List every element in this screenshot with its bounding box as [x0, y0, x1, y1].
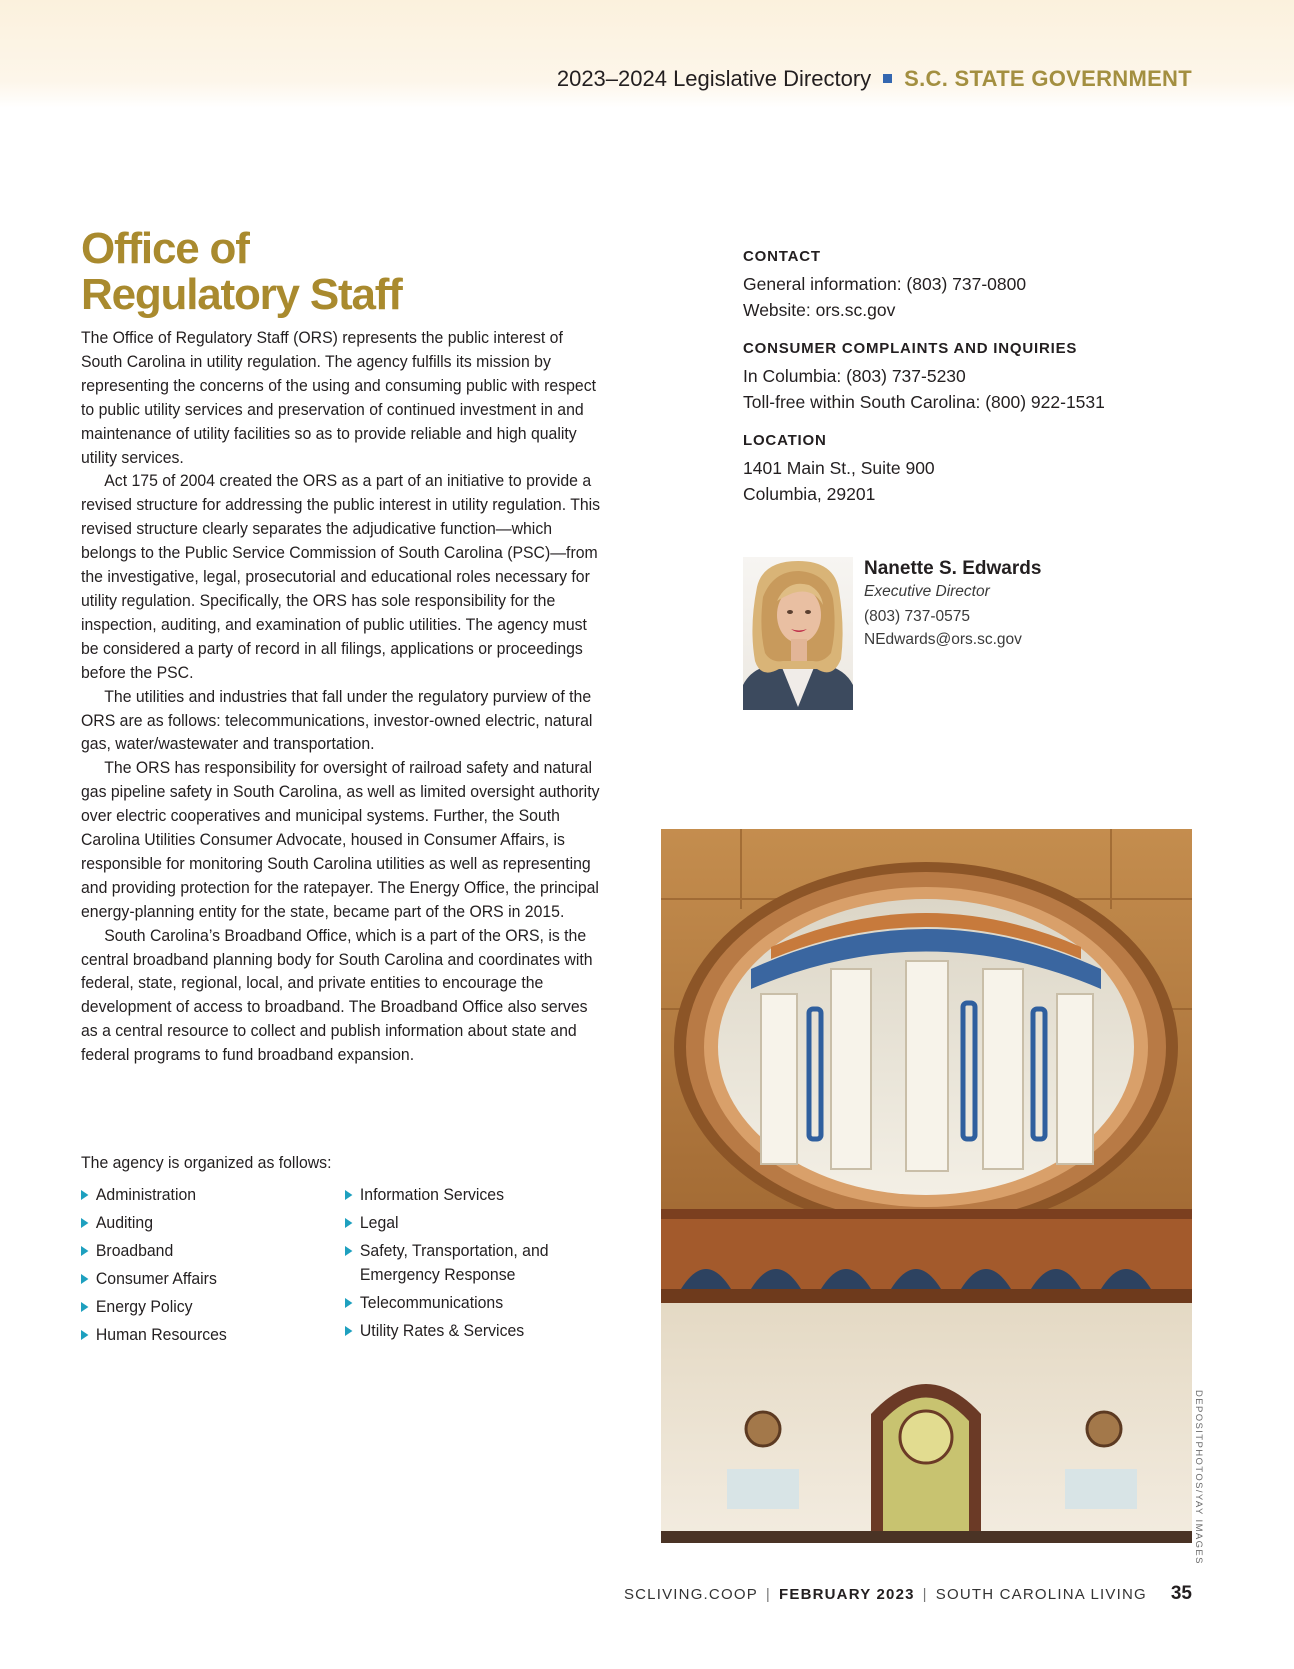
- list-item: [345, 1209, 568, 1237]
- title-line-2: Regulatory Staff: [81, 270, 402, 319]
- complaints-group: [743, 340, 1203, 415]
- director-name: Nanette S. Edwards: [864, 558, 1042, 579]
- paragraph: The ORS has responsibility for oversight of railroad safety and natural gas pipeline safety in South Carolina, as well as limited oversight authority over electric cooperatives and municipal systems. Further, the South Carolina Utilities Consumer Advocate, housed in Consumer Affairs, is responsible for monitoring South Carolina utilities as well as representing and providing protection for the ratepayer. The Energy Office, the principal energy-planning entity for the state, became part of the ORS in 2015.: [81, 758, 600, 921]
- complaints-heading: CONSUMER COMPLAINTS AND INQUIRIES: [743, 340, 1078, 357]
- location-group: [743, 432, 1203, 507]
- running-header: [557, 66, 1192, 92]
- list-item: [345, 1317, 568, 1345]
- triangle-bullet-icon: [345, 1218, 352, 1228]
- portrait-illustration: [743, 557, 853, 710]
- triangle-bullet-icon: [81, 1274, 88, 1284]
- dome-illustration: [661, 829, 1192, 1543]
- list-item: [345, 1181, 568, 1209]
- director-title: Executive Director: [864, 583, 990, 600]
- paragraph: Act 175 of 2004 created the ORS as a part of an initiative to provide a revised structure for addressing the public interest in utility regulation. This revised structure clearly separates the adjudicative function—which belongs to the Public Service Commission of South Carolina (PSC)—from the investigative, legal, prosecutorial and educational roles necessary for utility regulation. Specifically, the ORS has sole responsibility for the inspection, auditing, and examination of public utilities. The agency must be considered a party of record in all filings, applications or proceedings before the PSC.: [81, 471, 601, 682]
- list-item: [81, 1265, 227, 1293]
- triangle-bullet-icon: [81, 1190, 88, 1200]
- triangle-bullet-icon: [345, 1246, 352, 1256]
- director-email[interactable]: NEdwards@ors.sc.gov: [864, 631, 1022, 648]
- separator: |: [922, 1586, 928, 1603]
- title-line-1: Office of: [81, 224, 249, 273]
- footer-site: SCLIVING.COOP: [623, 1586, 758, 1603]
- columbia-phone: In Columbia: (803) 737-5230: [743, 366, 966, 386]
- capitol-dome-photo: [661, 829, 1192, 1543]
- list-item-label: Information Services: [359, 1185, 504, 1204]
- general-phone: General information: (803) 737-0800: [743, 274, 1027, 294]
- body-text: [81, 326, 602, 1067]
- contact-block: [743, 248, 1203, 524]
- list-item-label: Legal: [359, 1213, 399, 1232]
- list-item-label: Safety, Transportation, and Emergency Response: [359, 1241, 549, 1284]
- org-list-column-1: [81, 1181, 227, 1349]
- separator: |: [765, 1586, 772, 1603]
- triangle-bullet-icon: [345, 1326, 352, 1336]
- page-title: [81, 226, 601, 318]
- paragraph: The Office of Regulatory Staff (ORS) represents the public interest of South Carolina in utility regulation. The agency fulfills its mission by representing the concerns of the using and consuming public with respect to public utility services and preservation of continued investment in and maintenance of utility facilities so as to provide reliable and high quality utility services.: [81, 328, 597, 467]
- tollfree-phone: Toll-free within South Carolina: (800) 922-1531: [743, 392, 1105, 412]
- list-item-label: Administration: [95, 1185, 197, 1204]
- footer-month: FEBRUARY 2023: [779, 1586, 915, 1603]
- list-item: [81, 1209, 227, 1237]
- contact-group: [743, 248, 1203, 323]
- page-footer: [624, 1583, 1192, 1605]
- city-address: Columbia, 29201: [743, 484, 876, 504]
- paragraph: South Carolina’s Broadband Office, which is a part of the ORS, is the central broadband planning body for South Carolina and coordinates with federal, state, regional, local, and private entities to encourage the development of access to broadband. The Broadband Office also serves as a central resource to collect and publish information about state and federal programs to fund broadband expansion.: [81, 925, 593, 1065]
- triangle-bullet-icon: [345, 1298, 352, 1308]
- list-item: [81, 1321, 227, 1349]
- page-number: 35: [1170, 1583, 1192, 1604]
- footer-magazine: SOUTH CAROLINA LIVING: [935, 1586, 1147, 1603]
- director-portrait: [743, 557, 853, 710]
- triangle-bullet-icon: [345, 1190, 352, 1200]
- list-item-label: Human Resources: [95, 1325, 227, 1344]
- list-item: [81, 1293, 227, 1321]
- director-phone: (803) 737-0575: [864, 608, 970, 625]
- list-item: [81, 1237, 227, 1265]
- website-link[interactable]: Website: ors.sc.gov: [743, 300, 896, 320]
- triangle-bullet-icon: [81, 1330, 88, 1340]
- list-item-label: Utility Rates & Services: [359, 1321, 525, 1340]
- list-item: [345, 1237, 568, 1289]
- photo-credit: DEPOSITPHOTOS/YAY IMAGES: [1193, 1390, 1204, 1565]
- list-item: [81, 1181, 227, 1209]
- contact-heading: CONTACT: [743, 248, 821, 265]
- list-item-label: Auditing: [95, 1213, 154, 1232]
- triangle-bullet-icon: [81, 1218, 88, 1228]
- list-item-label: Energy Policy: [95, 1297, 193, 1316]
- list-item: [345, 1289, 568, 1317]
- triangle-bullet-icon: [81, 1246, 88, 1256]
- street-address: 1401 Main St., Suite 900: [743, 458, 935, 478]
- triangle-bullet-icon: [81, 1302, 88, 1312]
- list-item-label: Consumer Affairs: [95, 1269, 217, 1288]
- org-intro: The agency is organized as follows:: [81, 1153, 332, 1172]
- square-bullet-icon: [883, 74, 892, 83]
- director-card: [864, 558, 1041, 651]
- section-title: S.C. STATE GOVERNMENT: [904, 66, 1192, 91]
- list-item-label: Broadband: [95, 1241, 174, 1260]
- directory-title: 2023–2024 Legislative Directory: [556, 66, 872, 91]
- location-heading: LOCATION: [743, 432, 827, 449]
- paragraph: The utilities and industries that fall under the regulatory purview of the ORS are as follows: telecommunications, investor-owned electric, natural gas, water/wastewater and transportation.: [81, 686, 593, 754]
- list-item-label: Telecommunications: [359, 1293, 504, 1312]
- org-list-column-2: [345, 1181, 568, 1345]
